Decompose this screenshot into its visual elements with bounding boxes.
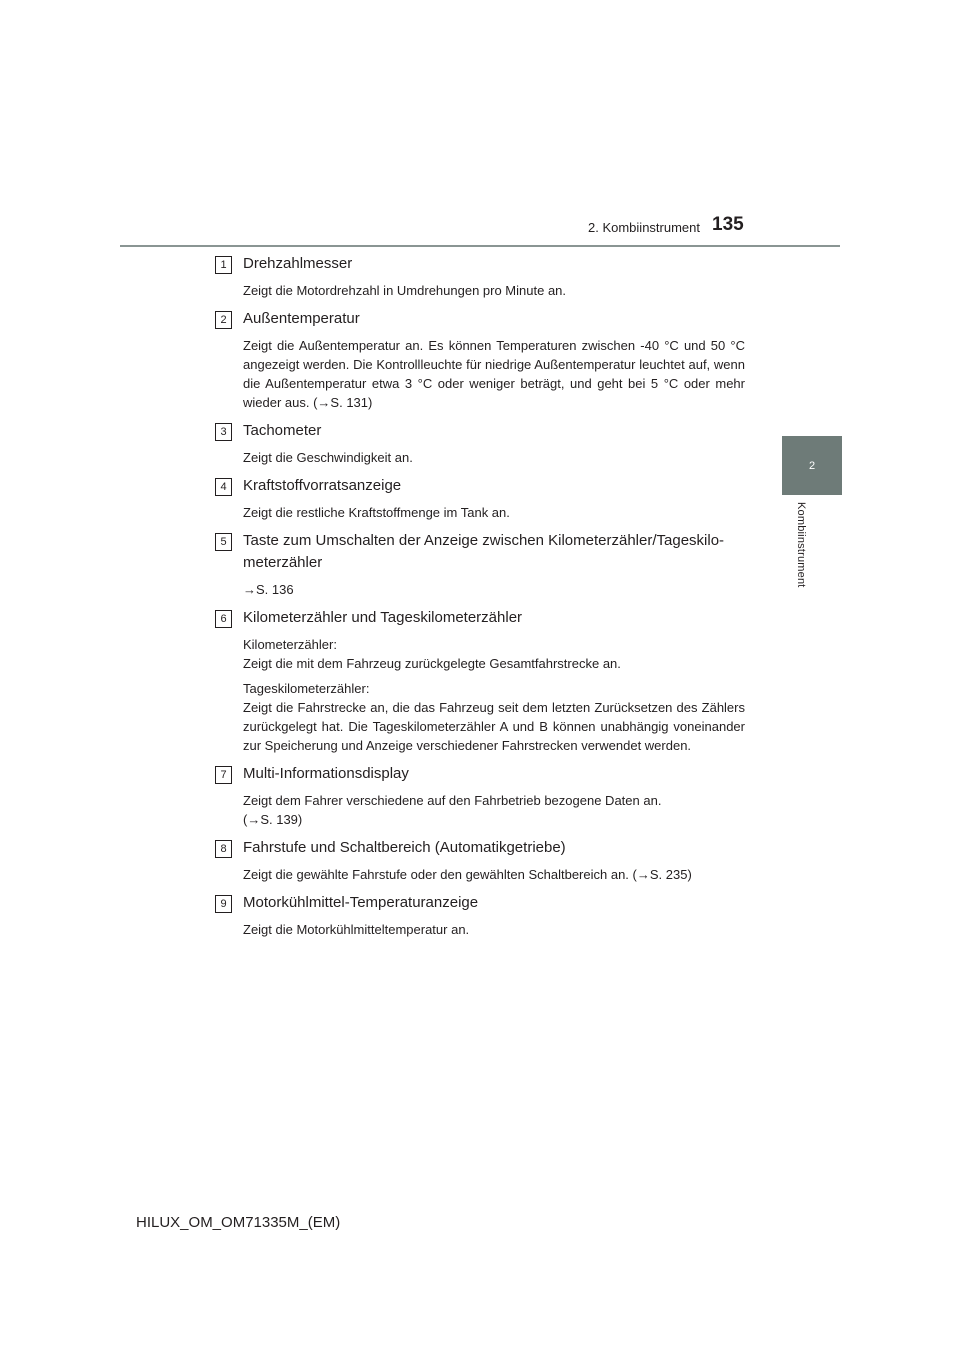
item-number-badge: 8 <box>215 840 232 858</box>
item-title <box>243 475 745 497</box>
list-item <box>215 420 745 467</box>
item-title-line: meterzähler <box>243 554 323 571</box>
item-description <box>243 635 745 755</box>
item-description <box>243 580 745 599</box>
item-header <box>215 530 745 574</box>
description-line: Zeigt dem Fahrer verschiedene auf den Fahrbetrieb bezogene Daten an. <box>243 793 662 808</box>
document-id: HILUX_OM_OM71335M_(EM) <box>136 1214 341 1231</box>
item-title <box>243 253 745 275</box>
description-line: Zeigt die Außentemperatur an. Es können Temperaturen zwischen -40 °C und 50 °C angezeigt werden. Die Kontrollleuchte für niedrige Außentemperatur leuchtet auf, wenn die Außentemperatur etwa 3 °C oder weniger beträgt, und geht bei 5 °C oder mehr wieder aus. (→S. 131) <box>243 338 745 410</box>
list-item <box>215 607 745 755</box>
list-item <box>215 308 745 412</box>
item-number-badge: 6 <box>215 610 232 628</box>
description-line: (→S. 139) <box>243 812 303 827</box>
item-number-badge: 1 <box>215 256 232 274</box>
item-header <box>215 253 745 275</box>
list-item <box>215 530 745 599</box>
item-title <box>243 892 745 914</box>
item-number-badge: 9 <box>215 895 232 913</box>
item-title-line: Drehzahlmesser <box>243 255 353 272</box>
item-header <box>215 420 745 442</box>
chapter-title: 2. Kombiinstrument <box>588 220 700 235</box>
item-title-line: Taste zum Umschalten der Anzeige zwischen Kilometerzähler/Tageskilo- <box>243 532 725 549</box>
item-description <box>243 336 745 412</box>
description-paragraph <box>243 920 745 939</box>
list-item <box>215 475 745 522</box>
list-item <box>215 837 745 884</box>
item-title <box>243 607 745 629</box>
description-line: Tageskilometerzähler: <box>243 681 370 696</box>
list-item <box>215 763 745 829</box>
item-title-line: Fahrstufe und Schaltbereich (Automatikgetriebe) <box>243 839 566 856</box>
description-line: Zeigt die Geschwindigkeit an. <box>243 450 413 465</box>
item-number-badge: 5 <box>215 533 232 551</box>
item-header <box>215 763 745 785</box>
item-title <box>243 530 745 574</box>
page-number: 135 <box>712 214 744 235</box>
chapter-tab-label: Kombiinstrument <box>795 502 807 588</box>
chapter-tab-number: 2 <box>808 459 816 472</box>
description-paragraph <box>243 791 745 829</box>
item-description <box>243 865 745 884</box>
header-divider <box>120 245 840 247</box>
description-line: Zeigt die restliche Kraftstoffmenge im Tank an. <box>243 505 510 520</box>
description-paragraph <box>243 281 745 300</box>
list-item <box>215 892 745 939</box>
description-paragraph <box>243 336 745 412</box>
item-number-badge: 2 <box>215 311 232 329</box>
description-line: Zeigt die Fahrstrecke an, die das Fahrzeug seit dem letzten Zurücksetzen des Zählers zurückgelegt hat. Die Tageskilometerzähler A und B können unabhängig voneinander zur Speicherung und Anzeige verschiedener Fahrstrecken verwendet werden. <box>243 700 745 753</box>
description-line: Zeigt die mit dem Fahrzeug zurückgelegte Gesamtfahrstrecke an. <box>243 656 621 671</box>
item-list <box>215 253 745 947</box>
description-line: Kilometerzähler: <box>243 637 337 652</box>
description-paragraph <box>243 635 745 673</box>
item-description <box>243 448 745 467</box>
item-title <box>243 420 745 442</box>
description-line: Zeigt die Motorkühlmitteltemperatur an. <box>243 922 470 937</box>
item-title-line: Tachometer <box>243 422 322 439</box>
item-number-badge: 7 <box>215 766 232 784</box>
item-description <box>243 503 745 522</box>
description-paragraph <box>243 679 745 755</box>
description-line: Zeigt die Motordrehzahl in Umdrehungen pro Minute an. <box>243 283 567 298</box>
item-description <box>243 281 745 300</box>
description-paragraph <box>243 865 745 884</box>
item-number-badge: 3 <box>215 423 232 441</box>
item-title-line: Multi-Informationsdisplay <box>243 765 409 782</box>
item-number-badge: 4 <box>215 478 232 496</box>
item-title <box>243 308 745 330</box>
description-line: Zeigt die gewählte Fahrstufe oder den gewählten Schaltbereich an. (→S. 235) <box>243 867 692 882</box>
item-title <box>243 837 745 859</box>
item-title-line: Außentemperatur <box>243 310 360 327</box>
description-paragraph <box>243 448 745 467</box>
item-description <box>243 791 745 829</box>
item-title <box>243 763 745 785</box>
item-title-line: Motorkühlmittel-Temperaturanzeige <box>243 894 479 911</box>
list-item <box>215 253 745 300</box>
item-header <box>215 607 745 629</box>
item-header <box>215 308 745 330</box>
chapter-tab[interactable] <box>782 436 842 495</box>
description-paragraph <box>243 580 745 599</box>
item-header <box>215 475 745 497</box>
item-description <box>243 920 745 939</box>
description-line: →S. 136 <box>243 582 294 597</box>
description-paragraph <box>243 503 745 522</box>
item-title-line: Kilometerzähler und Tageskilometerzähler <box>243 609 523 626</box>
item-header <box>215 892 745 914</box>
item-header <box>215 837 745 859</box>
item-title-line: Kraftstoffvorratsanzeige <box>243 477 402 494</box>
